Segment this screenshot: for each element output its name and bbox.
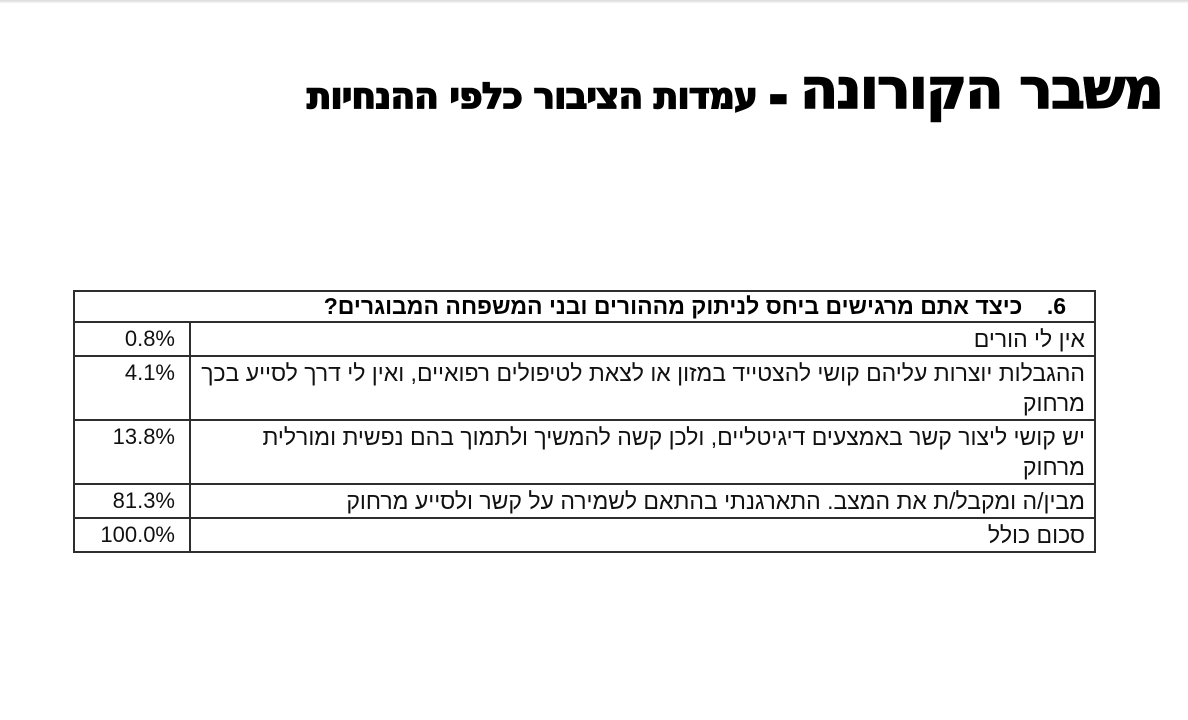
question-header-row: [74, 291, 1095, 322]
survey-results-table: [73, 290, 1096, 553]
title-separator-dash: –: [768, 59, 788, 131]
title-subtitle-text: עמדות הציבור כלפי ההנחיות: [306, 76, 757, 117]
answer-cell: יש קושי ליצור קשר באמצעים דיגיטליים, ולכן קשה להמשיך ולתמוך בהם נפשית ומורלית מרחוק: [190, 420, 1095, 484]
question-text: כיצד אתם מרגישים ביחס לניתוק מההורים ובני המשפחה המבוגרים?: [323, 293, 1023, 319]
page-top-edge: [0, 0, 1188, 3]
title-main-text: משבר הקורונה: [799, 57, 1162, 122]
table-row: [74, 322, 1095, 356]
percent-cell: 0.8%: [74, 322, 190, 356]
question-number: 6.: [1046, 293, 1066, 319]
answer-cell: ההגבלות יוצרות עליהם קושי להצטייד במזון או לצאת לטיפולים רפואיים, ואין לי דרך לסייע בכך מרחוק: [190, 356, 1095, 420]
percent-cell: 4.1%: [74, 356, 190, 420]
table-row: [74, 420, 1095, 484]
page-title: [306, 57, 1162, 131]
answer-cell: מבין/ה ומקבל/ת את המצב. התארגנתי בהתאם לשמירה על קשר ולסייע מרחוק: [190, 484, 1095, 518]
answer-cell: אין לי הורים: [190, 322, 1095, 356]
table-row: [74, 356, 1095, 420]
percent-cell: 81.3%: [74, 484, 190, 518]
percent-cell: 13.8%: [74, 420, 190, 484]
total-percent-cell: 100.0%: [74, 518, 190, 552]
question-header-cell: [74, 291, 1095, 322]
table-row total-row: [74, 518, 1095, 552]
total-label-cell: סכום כולל: [190, 518, 1095, 552]
table-row: [74, 484, 1095, 518]
